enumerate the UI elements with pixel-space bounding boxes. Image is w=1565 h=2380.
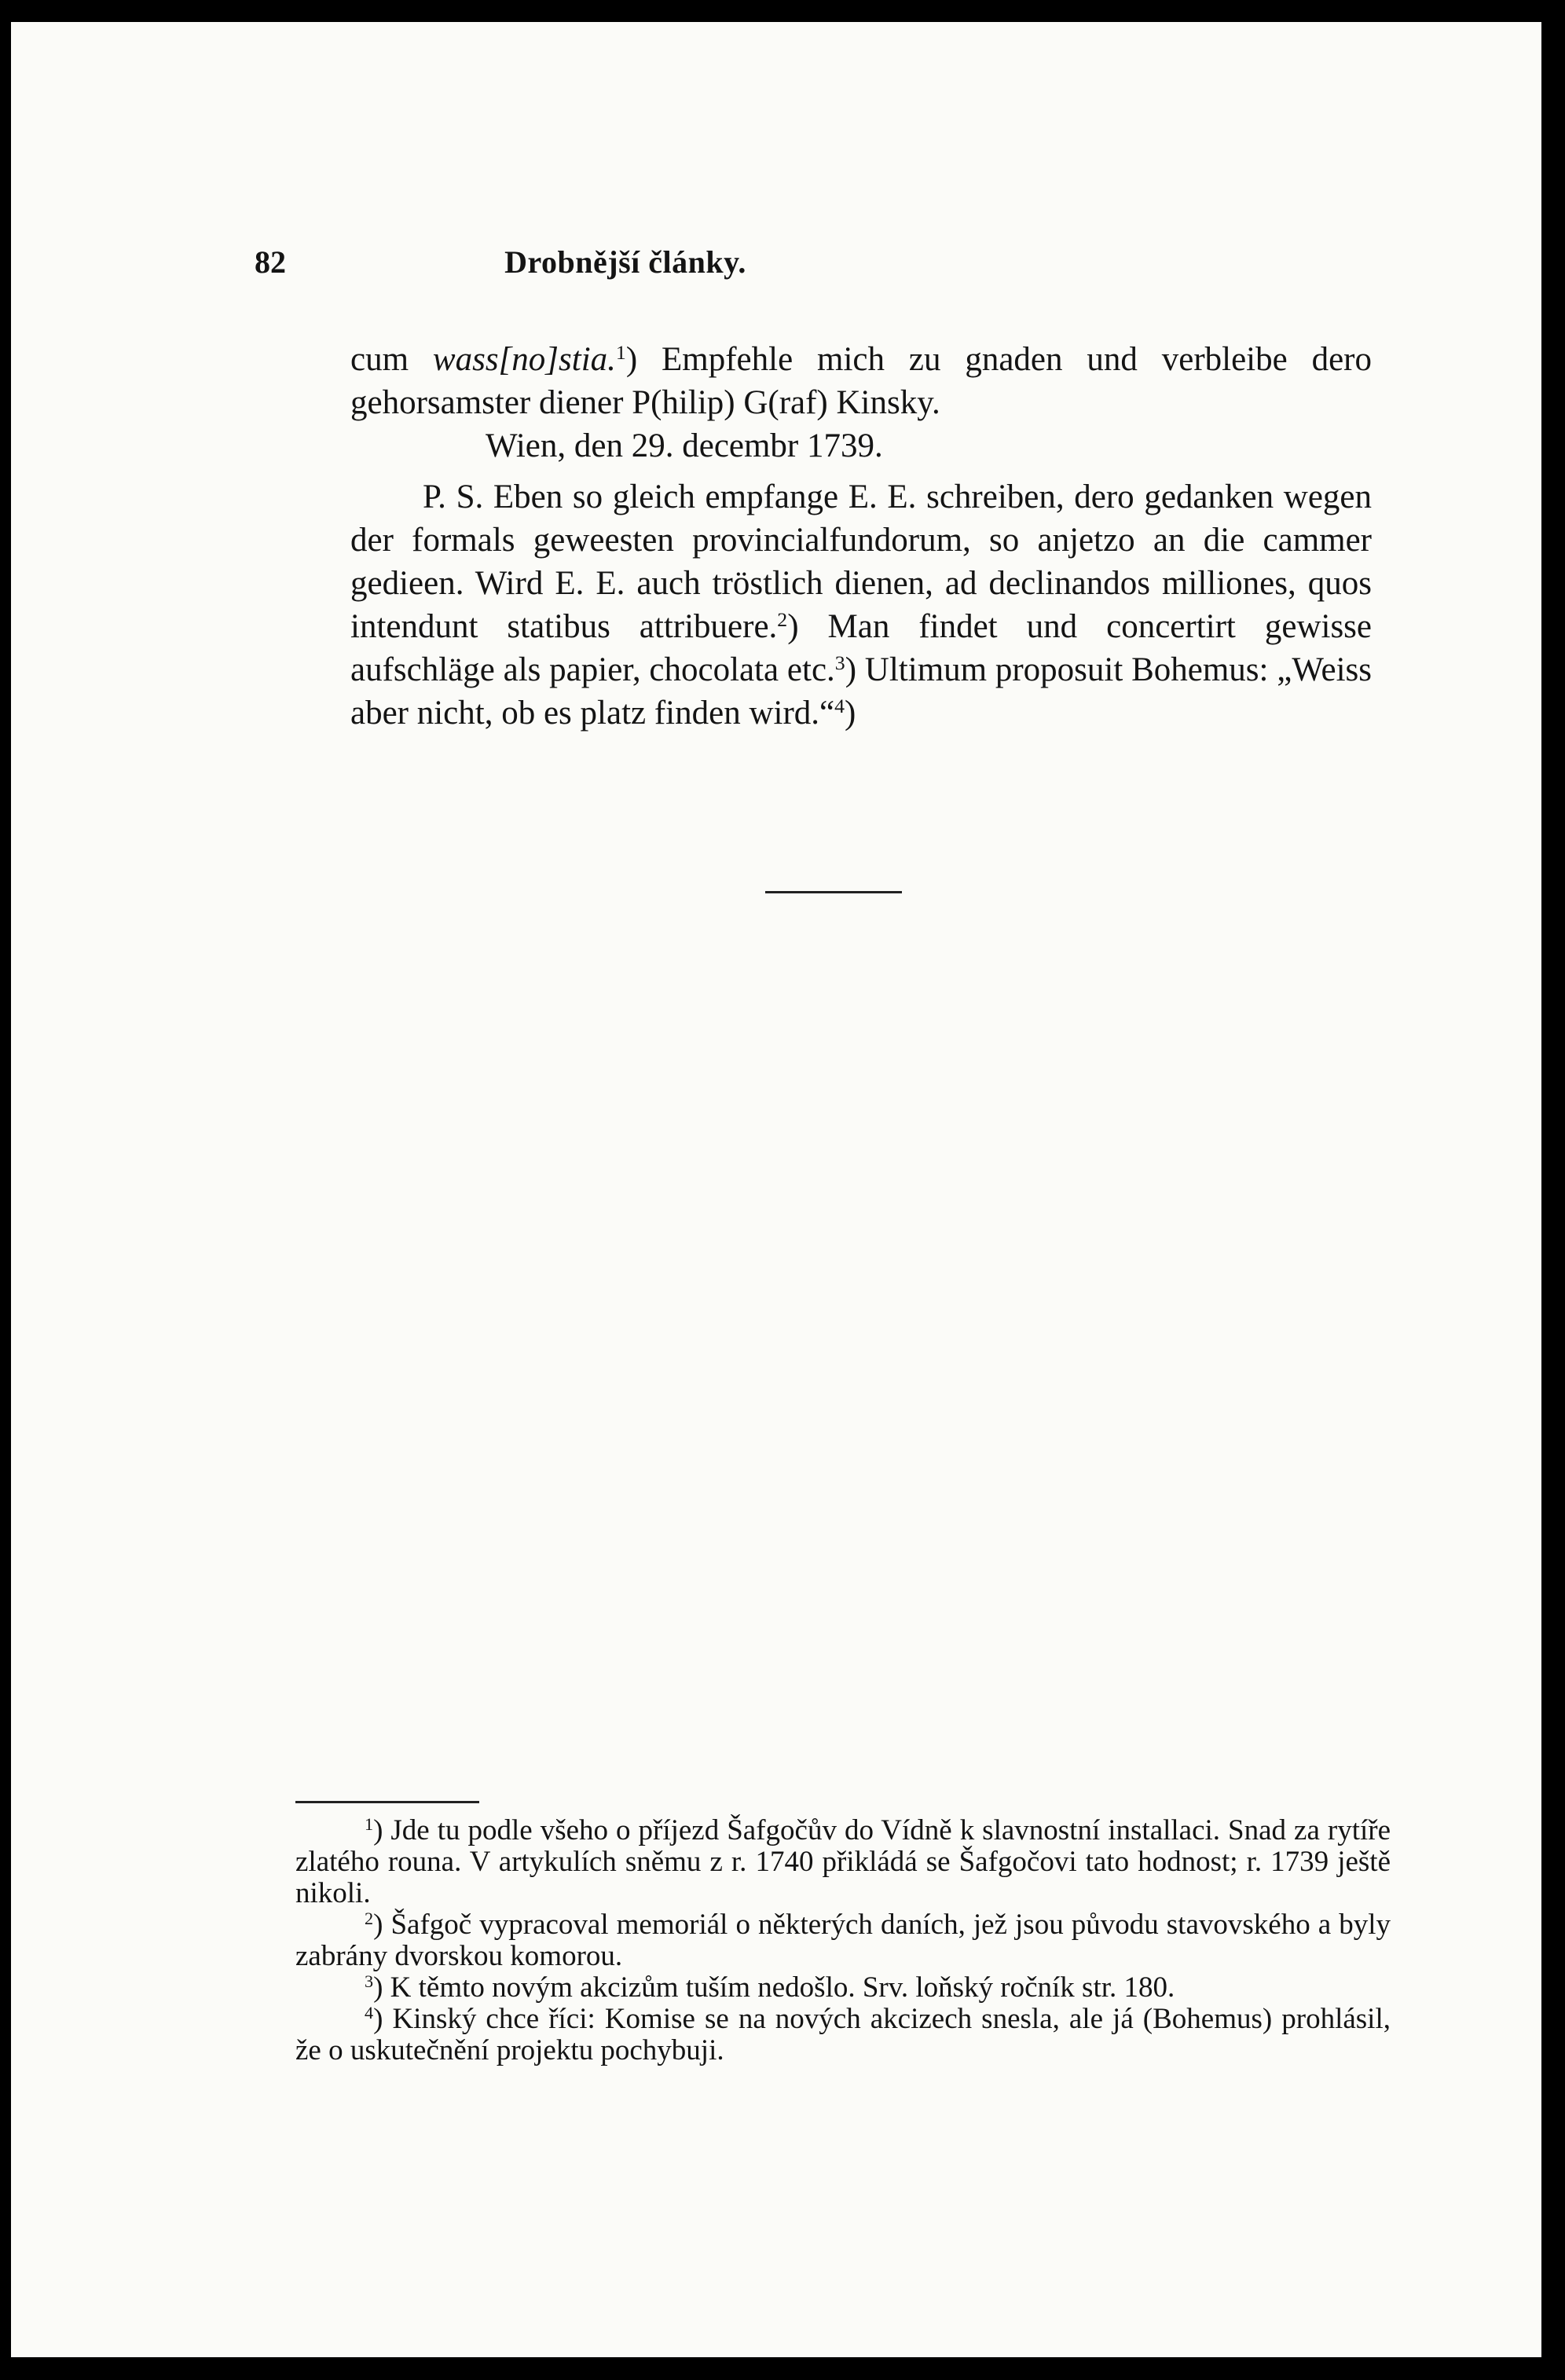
footnote-ref-3: 3 <box>834 651 845 674</box>
footnote: $^4$) Kinský chce říci: Komise se na nových akcizech snesla, ale já (Bohemus) prohlásil, že o uskutečnění projektu pochybuji. <box>295 2002 1391 2066</box>
footnote-rule <box>295 1801 479 1803</box>
footnote-ref-4: 4 <box>834 694 845 717</box>
running-title: Drobnější články. <box>504 244 746 280</box>
footnote: $^3$) K těmto novým akcizům tuším nedošlo. Srv. loňský ročník str. 180. <box>365 1971 1175 2004</box>
main-text <box>350 338 1372 735</box>
document-page <box>11 22 1541 2357</box>
footnote-ref-2: 2 <box>777 607 788 631</box>
footnotes <box>295 1815 1391 2066</box>
footnote: $^2$) Šafgoč vypracoval memoriál o některých daních, jež jsou původu stavovského a byly zabrány dvorskou komorou. <box>295 1908 1391 1972</box>
dateline: Wien, den 29. decembr 1739. <box>486 427 883 464</box>
page-header <box>255 244 977 291</box>
footnote-ref-1: 1 <box>615 340 626 364</box>
italic-word: wass[no]stia. <box>432 341 616 378</box>
section-separator <box>765 891 902 893</box>
footnote: $^1$) Jde tu podle všeho o příjezd Šafgočův do Vídně k slavnostní installaci. Snad za rytíře zlatého rouna. V artykulích sněmu z r. 1740 přikládá se Šafgočovi tato hodnost; r. 1739 ještě nikoli. <box>295 1813 1391 1909</box>
letter-closing-paragraph: cum wass[no]stia.$^1$) Empfehle mich zu gnaden und verbleibe dero gehorsamster diener P(hilip) G(raf) Kinsky. <box>350 340 1372 421</box>
page-number: 82 <box>255 244 286 280</box>
postscript-paragraph: P. S. Eben so gleich empfange E. E. schreiben, dero gedanken wegen der formals geweesten provincialfundorum, so anjetzo an die cammer gedieen. Wird E. E. auch tröstlich dienen, ad declinandos milliones, quos intendunt statibus attribuere.$^2$) Man findet und concertirt gewisse aufschläge als papier, chocolata etc.$^3$) Ultimum proposuit Bohemus: „Weiss aber nicht, ob es platz finden wird.“$^4$) <box>350 479 1372 732</box>
